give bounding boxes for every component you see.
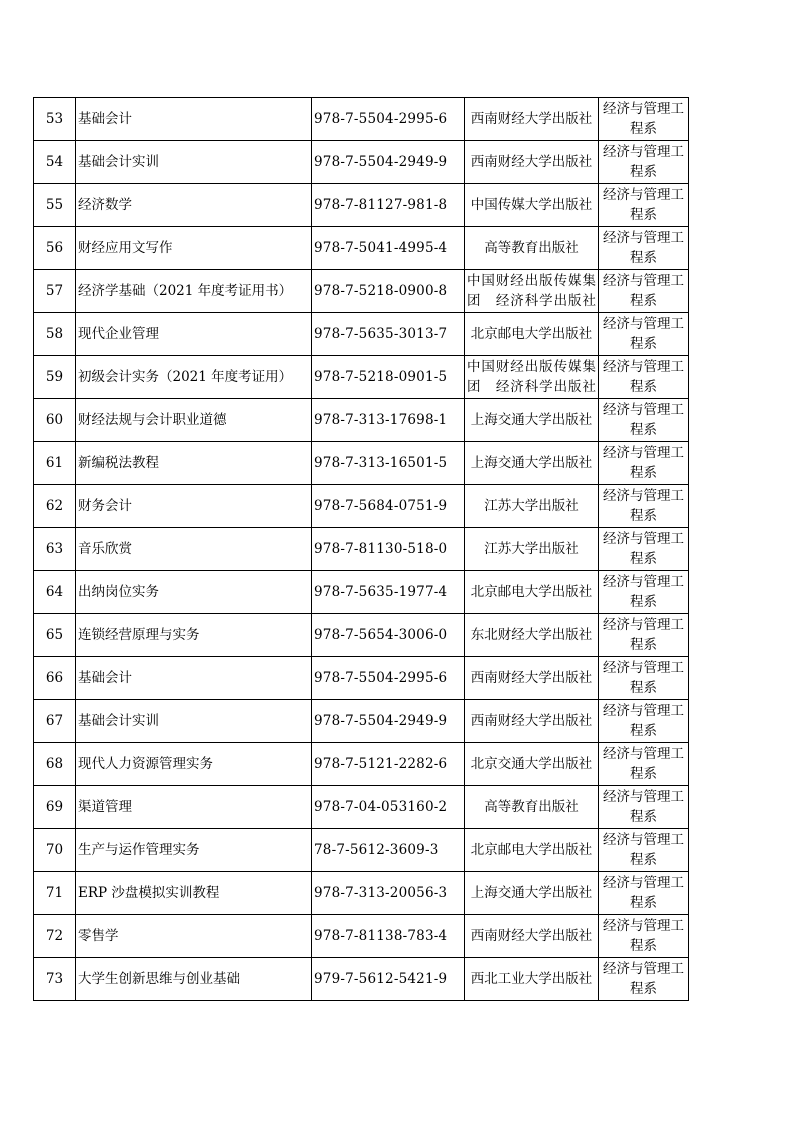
publisher-text: 高等教育出版社 — [484, 799, 579, 815]
publisher-cell — [465, 98, 599, 141]
row-number-cell — [34, 915, 76, 958]
publisher-cell — [465, 442, 599, 485]
book-title-cell — [76, 915, 312, 958]
publisher-cell — [465, 872, 599, 915]
book-title-cell — [76, 571, 312, 614]
publisher-text: 中国传媒大学出版社 — [470, 197, 593, 213]
book-title-text: 基础会计 — [78, 670, 132, 686]
isbn-text: 978-7-5218-0901-5 — [314, 369, 448, 385]
isbn-text: 978-7-04-053160-2 — [314, 799, 448, 815]
table-body — [34, 98, 689, 1001]
publisher-cell — [465, 141, 599, 184]
publisher-text: 西南财经大学出版社 — [470, 928, 593, 944]
row-number-text: 69 — [45, 799, 64, 815]
publisher-cell — [465, 829, 599, 872]
isbn-cell — [312, 313, 465, 356]
row-number-cell — [34, 872, 76, 915]
isbn-text: 979-7-5612-5421-9 — [314, 971, 448, 987]
row-number-cell — [34, 958, 76, 1001]
row-number-text: 57 — [45, 283, 64, 299]
row-number-cell — [34, 313, 76, 356]
book-title-cell — [76, 958, 312, 1001]
department-cell — [599, 141, 689, 184]
row-number-text: 63 — [45, 541, 64, 557]
department-cell — [599, 700, 689, 743]
book-title-text: ERP 沙盘模拟实训教程 — [78, 885, 220, 901]
department-cell — [599, 528, 689, 571]
publisher-cell — [465, 958, 599, 1001]
table-row — [34, 313, 689, 356]
book-title-text: 财务会计 — [78, 498, 132, 514]
book-title-cell — [76, 829, 312, 872]
table-row — [34, 786, 689, 829]
book-title-text: 经济学基础（2021 年度考证用书） — [78, 283, 293, 299]
publisher-text: 江苏大学出版社 — [484, 498, 579, 514]
row-number-text: 68 — [45, 756, 64, 772]
isbn-cell — [312, 227, 465, 270]
book-title-text: 出纳岗位实务 — [78, 584, 159, 600]
department-cell — [599, 958, 689, 1001]
publisher-text: 上海交通大学出版社 — [470, 885, 593, 901]
row-number-text: 67 — [45, 713, 64, 729]
row-number-text: 64 — [45, 584, 64, 600]
row-number-cell — [34, 485, 76, 528]
publisher-text: 北京邮电大学出版社 — [470, 842, 593, 858]
publisher-text: 北京邮电大学出版社 — [470, 326, 593, 342]
table-row — [34, 270, 689, 313]
department-cell — [599, 399, 689, 442]
book-title-text: 音乐欣赏 — [78, 541, 132, 557]
department-cell — [599, 915, 689, 958]
book-title-text: 大学生创新思维与创业基础 — [78, 971, 240, 987]
department-cell — [599, 571, 689, 614]
publisher-text: 西南财经大学出版社 — [470, 713, 593, 729]
isbn-text: 978-7-313-16501-5 — [314, 455, 448, 471]
department-text: 经济与管理工程系 — [603, 445, 684, 481]
department-cell — [599, 786, 689, 829]
department-text: 经济与管理工程系 — [603, 144, 684, 180]
publisher-cell — [465, 700, 599, 743]
row-number-cell — [34, 399, 76, 442]
book-title-cell — [76, 442, 312, 485]
isbn-cell — [312, 356, 465, 399]
book-title-text: 新编税法教程 — [78, 455, 159, 471]
row-number-text: 71 — [45, 885, 64, 901]
table-row — [34, 528, 689, 571]
table-row — [34, 700, 689, 743]
table-row — [34, 614, 689, 657]
book-title-cell — [76, 786, 312, 829]
row-number-cell — [34, 141, 76, 184]
row-number-cell — [34, 356, 76, 399]
publisher-text: 江苏大学出版社 — [484, 541, 579, 557]
book-title-text: 经济数学 — [78, 197, 132, 213]
department-cell — [599, 743, 689, 786]
book-title-text: 生产与运作管理实务 — [78, 842, 200, 858]
isbn-text: 978-7-313-20056-3 — [314, 885, 448, 901]
row-number-text: 73 — [45, 971, 64, 987]
publisher-text: 西南财经大学出版社 — [470, 111, 593, 127]
row-number-cell — [34, 227, 76, 270]
isbn-text: 978-7-5504-2949-9 — [314, 154, 448, 170]
department-cell — [599, 184, 689, 227]
table-row — [34, 184, 689, 227]
book-title-text: 连锁经营原理与实务 — [78, 627, 200, 643]
isbn-text: 978-7-5635-3013-7 — [314, 326, 448, 342]
book-title-cell — [76, 184, 312, 227]
department-cell — [599, 657, 689, 700]
row-number-text: 65 — [45, 627, 64, 643]
publisher-cell — [465, 657, 599, 700]
book-title-text: 基础会计实训 — [78, 713, 159, 729]
book-title-cell — [76, 141, 312, 184]
department-cell — [599, 485, 689, 528]
isbn-cell — [312, 743, 465, 786]
table-row — [34, 829, 689, 872]
department-text: 经济与管理工程系 — [603, 617, 684, 653]
book-title-cell — [76, 743, 312, 786]
isbn-cell — [312, 270, 465, 313]
book-title-text: 财经应用文写作 — [78, 240, 173, 256]
department-cell — [599, 98, 689, 141]
isbn-cell — [312, 98, 465, 141]
department-text: 经济与管理工程系 — [603, 187, 684, 223]
department-text: 经济与管理工程系 — [603, 832, 684, 868]
table-row — [34, 657, 689, 700]
isbn-cell — [312, 184, 465, 227]
isbn-text: 978-7-81130-518-0 — [314, 541, 448, 557]
isbn-cell — [312, 915, 465, 958]
table-row — [34, 356, 689, 399]
publisher-cell — [465, 786, 599, 829]
publisher-cell — [465, 270, 599, 313]
publisher-cell — [465, 528, 599, 571]
publisher-text: 北京交通大学出版社 — [470, 756, 593, 772]
row-number-text: 61 — [45, 455, 64, 471]
row-number-text: 55 — [45, 197, 64, 213]
department-text: 经济与管理工程系 — [603, 488, 684, 524]
book-title-cell — [76, 528, 312, 571]
department-text: 经济与管理工程系 — [603, 875, 684, 911]
row-number-cell — [34, 657, 76, 700]
department-text: 经济与管理工程系 — [603, 230, 684, 266]
department-cell — [599, 227, 689, 270]
isbn-text: 978-7-5654-3006-0 — [314, 627, 448, 643]
isbn-cell — [312, 528, 465, 571]
book-title-cell — [76, 485, 312, 528]
isbn-text: 978-7-5504-2995-6 — [314, 111, 448, 127]
isbn-text: 978-7-5218-0900-8 — [314, 283, 448, 299]
book-title-text: 现代人力资源管理实务 — [78, 756, 213, 772]
isbn-text: 978-7-5635-1977-4 — [314, 584, 448, 600]
row-number-cell — [34, 528, 76, 571]
department-cell — [599, 313, 689, 356]
table-row — [34, 227, 689, 270]
department-cell — [599, 872, 689, 915]
row-number-cell — [34, 614, 76, 657]
row-number-cell — [34, 270, 76, 313]
isbn-cell — [312, 571, 465, 614]
table-row — [34, 915, 689, 958]
department-cell — [599, 442, 689, 485]
book-title-cell — [76, 872, 312, 915]
row-number-text: 53 — [45, 111, 64, 127]
department-text: 经济与管理工程系 — [603, 961, 684, 997]
isbn-text: 978-7-313-17698-1 — [314, 412, 448, 428]
row-number-cell — [34, 829, 76, 872]
row-number-text: 60 — [45, 412, 64, 428]
publisher-text: 中国财经出版传媒集团 经济科学出版社 — [467, 273, 596, 309]
isbn-text: 78-7-5612-3609-3 — [314, 842, 439, 858]
row-number-text: 62 — [45, 498, 64, 514]
publisher-text: 中国财经出版传媒集团 经济科学出版社 — [467, 359, 596, 395]
table-row — [34, 399, 689, 442]
isbn-text: 978-7-5041-4995-4 — [314, 240, 448, 256]
department-cell — [599, 614, 689, 657]
department-text: 经济与管理工程系 — [603, 273, 684, 309]
book-title-text: 现代企业管理 — [78, 326, 159, 342]
department-text: 经济与管理工程系 — [603, 746, 684, 782]
publisher-cell — [465, 571, 599, 614]
department-text: 经济与管理工程系 — [603, 703, 684, 739]
isbn-cell — [312, 872, 465, 915]
department-text: 经济与管理工程系 — [603, 531, 684, 567]
publisher-cell — [465, 356, 599, 399]
book-title-text: 基础会计 — [78, 111, 132, 127]
isbn-text: 978-7-5121-2282-6 — [314, 756, 448, 772]
book-title-cell — [76, 399, 312, 442]
row-number-text: 72 — [45, 928, 64, 944]
row-number-text: 70 — [45, 842, 64, 858]
department-cell — [599, 829, 689, 872]
row-number-text: 59 — [45, 369, 64, 385]
department-text: 经济与管理工程系 — [603, 402, 684, 438]
table-row — [34, 485, 689, 528]
table-row — [34, 958, 689, 1001]
row-number-cell — [34, 98, 76, 141]
row-number-text: 54 — [45, 154, 64, 170]
isbn-cell — [312, 700, 465, 743]
row-number-cell — [34, 743, 76, 786]
isbn-cell — [312, 958, 465, 1001]
isbn-cell — [312, 657, 465, 700]
book-title-cell — [76, 614, 312, 657]
row-number-text: 56 — [45, 240, 64, 256]
row-number-cell — [34, 786, 76, 829]
book-title-cell — [76, 98, 312, 141]
isbn-text: 978-7-5504-2995-6 — [314, 670, 448, 686]
book-title-text: 财经法规与会计职业道德 — [78, 412, 227, 428]
isbn-text: 978-7-81127-981-8 — [314, 197, 448, 213]
book-title-cell — [76, 313, 312, 356]
isbn-text: 978-7-81138-783-4 — [314, 928, 448, 944]
department-cell — [599, 356, 689, 399]
publisher-cell — [465, 485, 599, 528]
table-row — [34, 141, 689, 184]
department-text: 经济与管理工程系 — [603, 574, 684, 610]
publisher-cell — [465, 915, 599, 958]
publisher-cell — [465, 399, 599, 442]
publisher-text: 西南财经大学出版社 — [470, 154, 593, 170]
department-text: 经济与管理工程系 — [603, 660, 684, 696]
book-title-text: 初级会计实务（2021 年度考证用） — [78, 369, 293, 385]
row-number-cell — [34, 571, 76, 614]
department-text: 经济与管理工程系 — [603, 101, 684, 137]
book-title-text: 渠道管理 — [78, 799, 132, 815]
book-title-text: 零售学 — [78, 928, 119, 944]
department-text: 经济与管理工程系 — [603, 359, 684, 395]
table-row — [34, 98, 689, 141]
book-title-cell — [76, 657, 312, 700]
publisher-cell — [465, 743, 599, 786]
publisher-text: 西南财经大学出版社 — [470, 670, 593, 686]
isbn-cell — [312, 141, 465, 184]
department-cell — [599, 270, 689, 313]
row-number-cell — [34, 700, 76, 743]
department-text: 经济与管理工程系 — [603, 789, 684, 825]
isbn-cell — [312, 614, 465, 657]
table-row — [34, 872, 689, 915]
publisher-text: 北京邮电大学出版社 — [470, 584, 593, 600]
table-row — [34, 442, 689, 485]
department-text: 经济与管理工程系 — [603, 316, 684, 352]
isbn-text: 978-7-5504-2949-9 — [314, 713, 448, 729]
publisher-cell — [465, 184, 599, 227]
publisher-text: 东北财经大学出版社 — [470, 627, 593, 643]
book-title-cell — [76, 270, 312, 313]
table-row — [34, 743, 689, 786]
publisher-cell — [465, 227, 599, 270]
isbn-text: 978-7-5684-0751-9 — [314, 498, 448, 514]
publisher-text: 高等教育出版社 — [484, 240, 579, 256]
isbn-cell — [312, 829, 465, 872]
row-number-cell — [34, 442, 76, 485]
book-title-cell — [76, 700, 312, 743]
row-number-cell — [34, 184, 76, 227]
publisher-text: 上海交通大学出版社 — [470, 455, 593, 471]
isbn-cell — [312, 485, 465, 528]
isbn-cell — [312, 786, 465, 829]
publisher-cell — [465, 614, 599, 657]
publisher-text: 上海交通大学出版社 — [470, 412, 593, 428]
publisher-cell — [465, 313, 599, 356]
row-number-text: 66 — [45, 670, 64, 686]
isbn-cell — [312, 442, 465, 485]
book-title-cell — [76, 227, 312, 270]
book-title-text: 基础会计实训 — [78, 154, 159, 170]
department-text: 经济与管理工程系 — [603, 918, 684, 954]
isbn-cell — [312, 399, 465, 442]
row-number-text: 58 — [45, 326, 64, 342]
book-title-cell — [76, 356, 312, 399]
textbook-table — [33, 97, 689, 1001]
table-row — [34, 571, 689, 614]
publisher-text: 西北工业大学出版社 — [470, 971, 593, 987]
